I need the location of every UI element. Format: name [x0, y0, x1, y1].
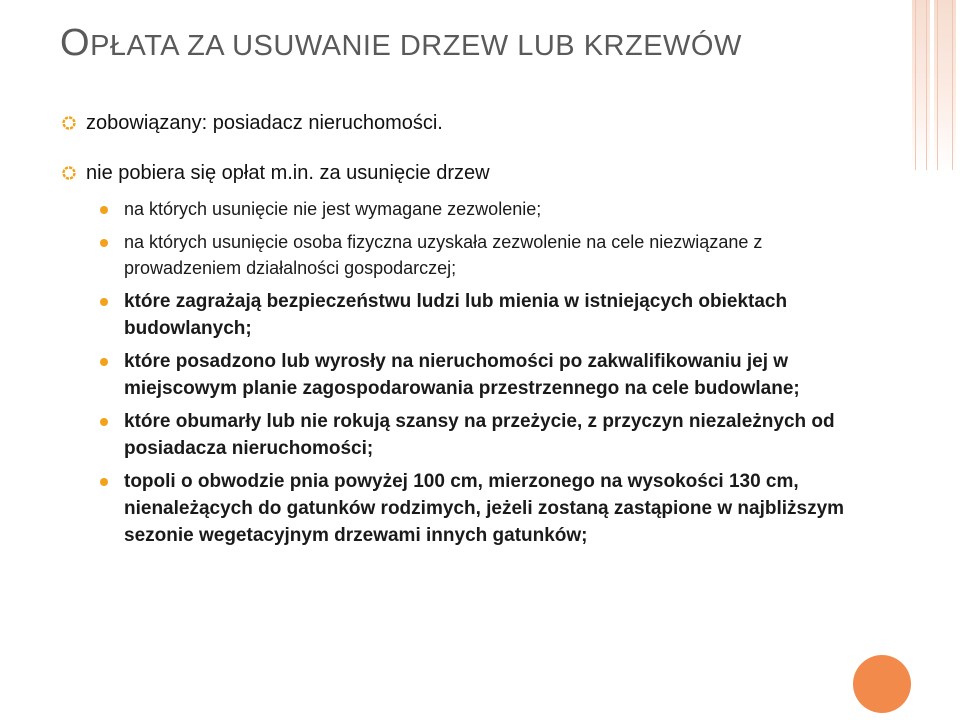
- dot-bullet-icon: [100, 358, 108, 366]
- sub-item-text: które posadzono lub wyrosły na nieruchomości po zakwalifikowaniu jej w miejscowym planie zagospodarowania przestrzennego na cele budowlane;: [124, 351, 800, 399]
- title-rest: PŁATA ZA USUWANIE DRZEW LUB KRZEWÓW: [90, 30, 742, 62]
- sub-item-text: na których usunięcie nie jest wymagane zezwolenie;: [124, 199, 542, 219]
- sub-item-text: które obumarły lub nie rokują szansy na przeżycie, z przyczyn niezależnych od posiadacza nieruchomości;: [124, 411, 835, 459]
- dot-bullet-icon: [100, 206, 108, 214]
- sub-item-text: na których usunięcie osoba fizyczna uzyskała zezwolenie na cele niezwiązane z prowadzeniem działalności gospodarczej;: [124, 232, 763, 278]
- slide-title: [60, 22, 742, 65]
- decorative-circle: [853, 655, 911, 713]
- dot-bullet-icon: [100, 418, 108, 426]
- flower-bullet-icon: [62, 116, 76, 130]
- sub-item: [100, 408, 862, 462]
- title-initial: O: [60, 22, 91, 64]
- bullet-text: zobowiązany: posiadacz nieruchomości.: [86, 112, 443, 134]
- sub-item-text: które zagrażają bezpieczeństwu ludzi lub mienia w istniejących obiektach budowlanych;: [124, 291, 788, 339]
- dot-bullet-icon: [100, 239, 108, 247]
- decorative-bar-left: [912, 0, 930, 170]
- dot-bullet-icon: [100, 298, 108, 306]
- sub-item: [100, 288, 862, 342]
- bullet-item-no-fee: [62, 160, 862, 186]
- sub-item-text: topoli o obwodzie pnia powyżej 100 cm, mierzonego na wysokości 130 cm, nienależących do gatunków rodzimych, jeżeli zostaną zastąpione w najbliższym sezonie wegetacyjnym drzewami innych gatunków;: [124, 471, 845, 546]
- bullet-item-obligated: [62, 110, 862, 136]
- decorative-bar-right: [934, 0, 956, 170]
- sub-item: [100, 468, 862, 549]
- sub-item: [100, 196, 862, 222]
- sub-item: [100, 348, 862, 402]
- sub-list: [100, 196, 862, 549]
- sub-item: [100, 229, 862, 281]
- slide-content: [62, 110, 862, 555]
- flower-bullet-icon: [62, 166, 76, 180]
- dot-bullet-icon: [100, 478, 108, 486]
- bullet-text: nie pobiera się opłat m.in. za usunięcie drzew: [86, 162, 490, 184]
